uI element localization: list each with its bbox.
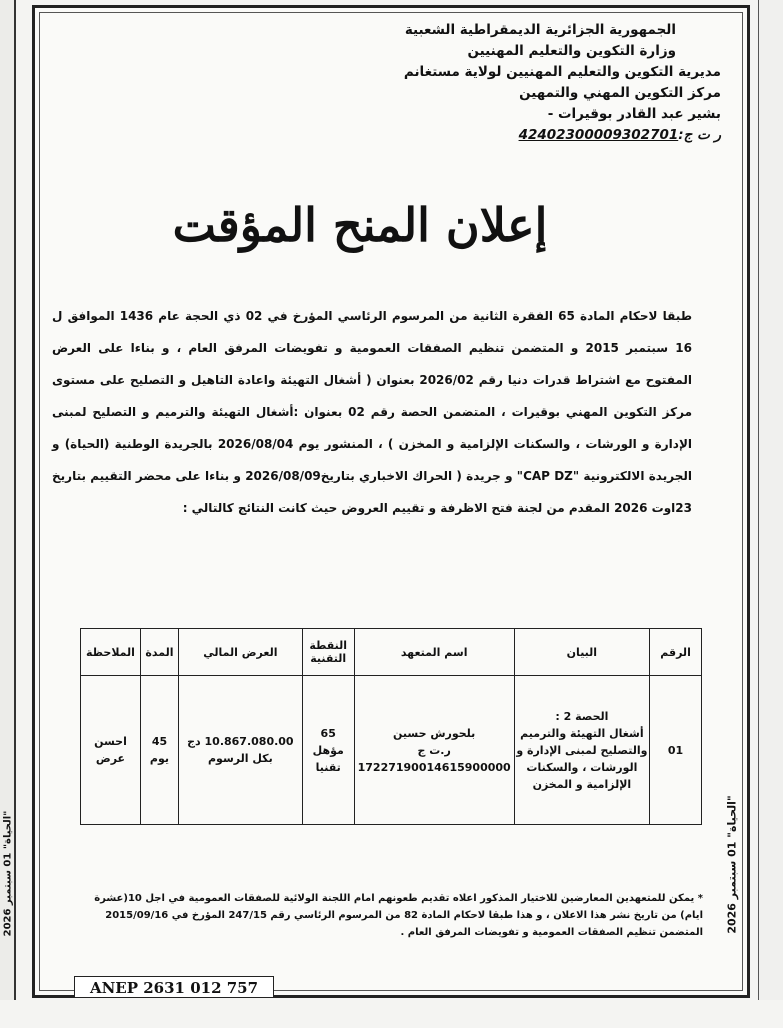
- header-block: [221, 20, 721, 146]
- cell-offer: 10.867.080.00 دج بكل الرسوم: [178, 676, 302, 825]
- col-num: الرقم: [650, 629, 702, 676]
- right-side-label: "الحياة" 01 سبتمبر 2026: [725, 795, 739, 934]
- header-rc: ر ت ج:42402300009302701: [518, 127, 721, 143]
- col-desc: البيان: [514, 629, 649, 676]
- header-rc-number: 42402300009302701: [518, 127, 679, 143]
- cell-bidder: بلحورش حسين ر.ت ج 17227190014615900000: [354, 676, 514, 825]
- announcement-title: إعلان المنح المؤقت: [172, 198, 548, 252]
- anep-reference: ANEP 2631 012 757: [74, 976, 274, 998]
- header-directorate: مديرية التكوين والتعليم المهنيين لولاية مستغانم: [403, 64, 721, 80]
- table-row: [81, 676, 702, 825]
- col-score: النقطة التقنية: [302, 629, 354, 676]
- cell-duration: 45 يوم: [141, 676, 179, 825]
- header-ministry: وزارة التكوين والتعليم المهنيين: [467, 43, 676, 59]
- header-center-name: بشير عبد القادر بوقيرات -: [547, 106, 721, 122]
- right-page-edge: [758, 0, 783, 1000]
- cell-num: 01: [650, 676, 702, 825]
- col-bidder: اسم المتعهد: [354, 629, 514, 676]
- footnote: * يمكن للمتعهدين المعارضين للاختيار المذكور اعلاه تقديم طعونهم امام اللجنة الولائية للصفقات العمومية في اجل 10(عشرة ايام) من تاريخ نشر هذا الاعلان ، و هذا طبقا لاحكام المادة 82 من المرسوم الرئاسي رقم 247/15 المؤرخ في 2015/09/16 المتضمن تنظيم الصفقات العمومية و تفويضات المرفق العام .: [94, 893, 703, 938]
- header-republic: الجمهورية الجزائرية الديمقراطية الشعبية: [404, 22, 676, 38]
- cell-desc: الحصة 2 : أشغال التهيئة والترميم والتصليح لمبنى الإدارة و الورشات ، والسكنات الإلزامية و المخزن: [514, 676, 649, 825]
- cell-score: 65 مؤهل تقنيا: [302, 676, 354, 825]
- header-center: مركز التكوين المهني والتمهين: [519, 85, 721, 101]
- col-note: الملاحظة: [81, 629, 141, 676]
- table-header-row: [81, 629, 702, 676]
- col-duration: المدة: [141, 629, 179, 676]
- left-side-label: "الحياة" 01 سبتمبر 2026: [2, 810, 14, 937]
- col-offer: العرض المالي: [178, 629, 302, 676]
- cell-note: احسن عرض: [81, 676, 141, 825]
- results-table: [80, 628, 702, 825]
- announcement-body: طبقا لاحكام المادة 65 الفقرة الثانية من المرسوم الرئاسي المؤرخ في 02 ذي الحجة عام 1436 الموافق ل 16 سبتمبر 2015 و المتضمن تنظيم الصفقات العمومية و تفويضات المرفق العام ، و بناءا على العرض المفتوح مع اشتراط قدرات دنيا رقم 2026/02 بعنوان ( أشغال التهيئة واعادة التاهيل و التصليح على مستوى مركز التكوين المهني بوقيرات ، المتضمن الحصة رقم 02 بعنوان :أشغال التهيئة والترميم و التصليح لمبنى الإدارة و الورشات ، والسكنات الإلزامية و المخزن ) ، المنشور يوم 2026/08/04 بالجريدة الوطنية (الحياة) و الجريدة الالكترونية "CAP DZ" و جريدة ( الحراك الاخباري بتاريخ2026/08/09 و بناءا على محضر التقييم بتاريخ 23اوت 2026 المقدم من لجنة فتح الاظرفة و تقييم العروض حيث كانت النتائج كالتالي :: [52, 309, 693, 515]
